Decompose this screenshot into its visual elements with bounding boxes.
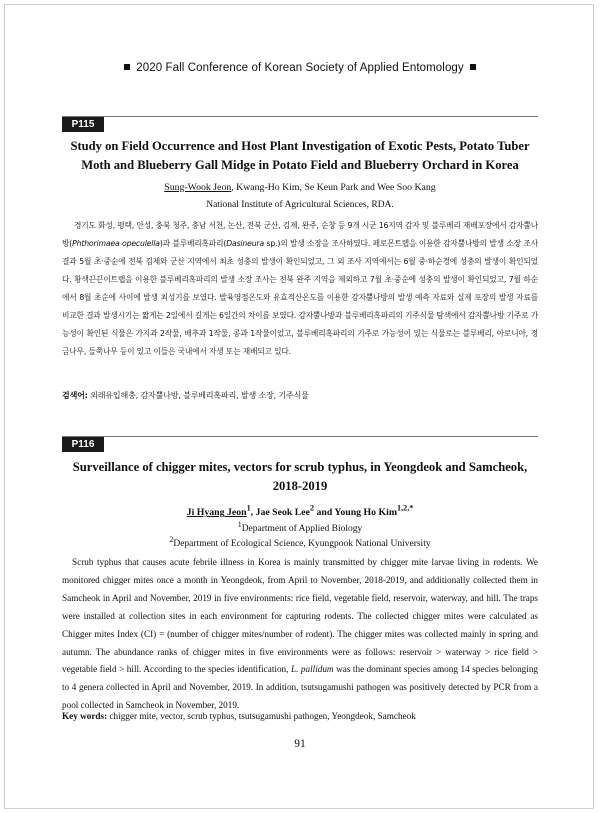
keywords <box>62 389 538 403</box>
co-author: Jae Seok Lee <box>255 507 310 519</box>
section-rule <box>62 116 538 117</box>
abstract-id-badge: P115 <box>62 117 104 132</box>
body-text: )과 블루베리혹파리( <box>159 239 227 248</box>
page-number: 91 <box>294 738 306 750</box>
abstract-title-line: Surveillance of chigger mites, vectors for scrub typhus, in Yeongdeok and Samcheok, <box>72 460 528 474</box>
author-separator: , <box>250 507 256 519</box>
species-name: L. pallidum <box>290 664 334 675</box>
affiliation: National Institute of Agricultural Sciences, RDA. <box>206 200 394 210</box>
running-head-text: 2020 Fall Conference of Korean Society of Applied Entomology <box>136 62 464 74</box>
author-list <box>62 181 538 195</box>
keywords-text: 외래유입해충, 감자뿔나방, 블루베리혹파리, 발생 소장, 기주식물 <box>87 391 309 400</box>
author-superscript: 1 <box>246 504 251 513</box>
presenting-author: Ji Hyang Jeon <box>186 507 247 519</box>
affiliation-text: Department of Ecological Science, Kyungpook National University <box>173 539 431 550</box>
species-name: Dasineura <box>226 239 265 248</box>
author-superscript: 2 <box>309 504 315 513</box>
keywords-label: Key words: <box>62 711 108 721</box>
keywords-text: chigger mite, vector, scrub typhus, tsutsugamushi pathogen, Yeongdeok, Samcheok <box>107 711 416 721</box>
body-text: 경기도 화성, 평택, 안성, 충북 청주, 충남 서천, 논산, 전북 군산, 김제, 완주, 순창 등 9개 시군 16지역 감자 및 블루베리 재배포장에서 감자뿔나방( <box>62 221 538 248</box>
abstract-title-line: Moth and Blueberry Gall Midge in Potato Field and Blueberry Orchard in Korea <box>81 158 519 172</box>
affiliation-text: Department of Applied Biology <box>241 524 363 535</box>
section-rule <box>62 436 538 437</box>
author-separator: and <box>314 507 335 519</box>
presenting-author: Sung-Wook Jeon <box>164 182 232 193</box>
abstract-body <box>62 217 538 361</box>
body-text: sp.)의 발생 소장을 조사하였다. 페로몬트랩을 이용한 감자뿔나방의 발생 소장 조사 결과 5월 초·중순에 전북 김제와 군산 지역에서 최초 성충의 발생이 확인되었고, 그 외 조사 지역에서는 6월 중·하순경에 성충의 발생이 확인되었다. 황색끈끈이트랩을 이용한 블루베리혹파리의 발생 소장 조사는 전북 완주 지역을 제외하고 7월 초·중순에 성충의 발생이 확인되었고, 7월 하순에서 8월 초순에 사이에 발생 최성기를 보였다. 발육영점온도와 유효적산온도를 이용한 감자뿔나방의 발생 예측 자료와 실제 포장의 발생 자료를 비교한 결과 발생시기는 짧게는 2일에서 길게는 6일간의 차이를 보였다. 감자뿔나방과 블루베리혹파리의 기주식물 탐색에서 감자뿔나방 기주로 가능성이 확인된 식물은 가지과 2작물, 배추과 1작물, 콩과 1작물이었고, 블루베리혹파리의 기주로 가능성이 있는 식물로는 블루베리, 아로니아, 정금나무, 들쭉나무 등이 있고 이들은 국내에서 자생 또는 재배되고 있다. <box>62 239 539 356</box>
species-name: Phthorimaea opeculella <box>72 239 160 248</box>
abstract-title-line: Study on Field Occurrence and Host Plant Investigation of Exotic Pests, Potato Tuber <box>70 139 530 153</box>
body-text: Scrub typhus that causes acute febrile illness in Korea is mainly transmitted by chigger mite larvae living in rodents. We monitored chigger mites once a month in Yeongdeok, from April to November, 2018-2019, and additionally collected them in Samcheok in April and November, 2019 in five environments: rice field, vegetable field, reservoir, waterway, and hill. The traps were installed at collection sites in each environment for capturing rodents. The collected chigger mites were calculated as Chigger mites Index (CI) = (number of chigger mites/number of rodent). The chigger mites was collected mainly in spring and autumn. The abundance ranks of chigger mites in five environments were as follows: reservoir > waterway > rice field > vegetable field > hill. According to the species identification, <box>62 557 538 675</box>
square-bullet-icon <box>470 64 476 70</box>
affiliation-superscript: 1 <box>237 520 242 529</box>
abstract-title-line: 2018-2019 <box>272 479 328 493</box>
abstract-id-badge: P116 <box>62 437 104 452</box>
author-superscript: 1,2,* <box>397 504 414 513</box>
body-text: was the dominant species among 14 species belonging to 4 genera collected in April and November, 2019. In addition, tsutsugamushi pathogen was positively detected by PCR from a pool collected in Samcheok in November, 2019. <box>62 664 539 711</box>
abstract-title <box>62 137 538 175</box>
square-bullet-icon <box>124 64 130 70</box>
co-authors: , Kwang-Ho Kim, Se Keun Park and Wee Soo Kang <box>231 182 436 193</box>
co-author: Young Ho Kim <box>334 507 397 519</box>
keywords <box>62 709 538 723</box>
affiliation <box>62 533 538 551</box>
abstract-title <box>62 458 538 496</box>
affiliation-superscript: 2 <box>169 535 174 544</box>
running-head <box>0 62 600 74</box>
keywords-label: 검색어: <box>62 391 88 400</box>
abstract-body <box>62 554 538 715</box>
